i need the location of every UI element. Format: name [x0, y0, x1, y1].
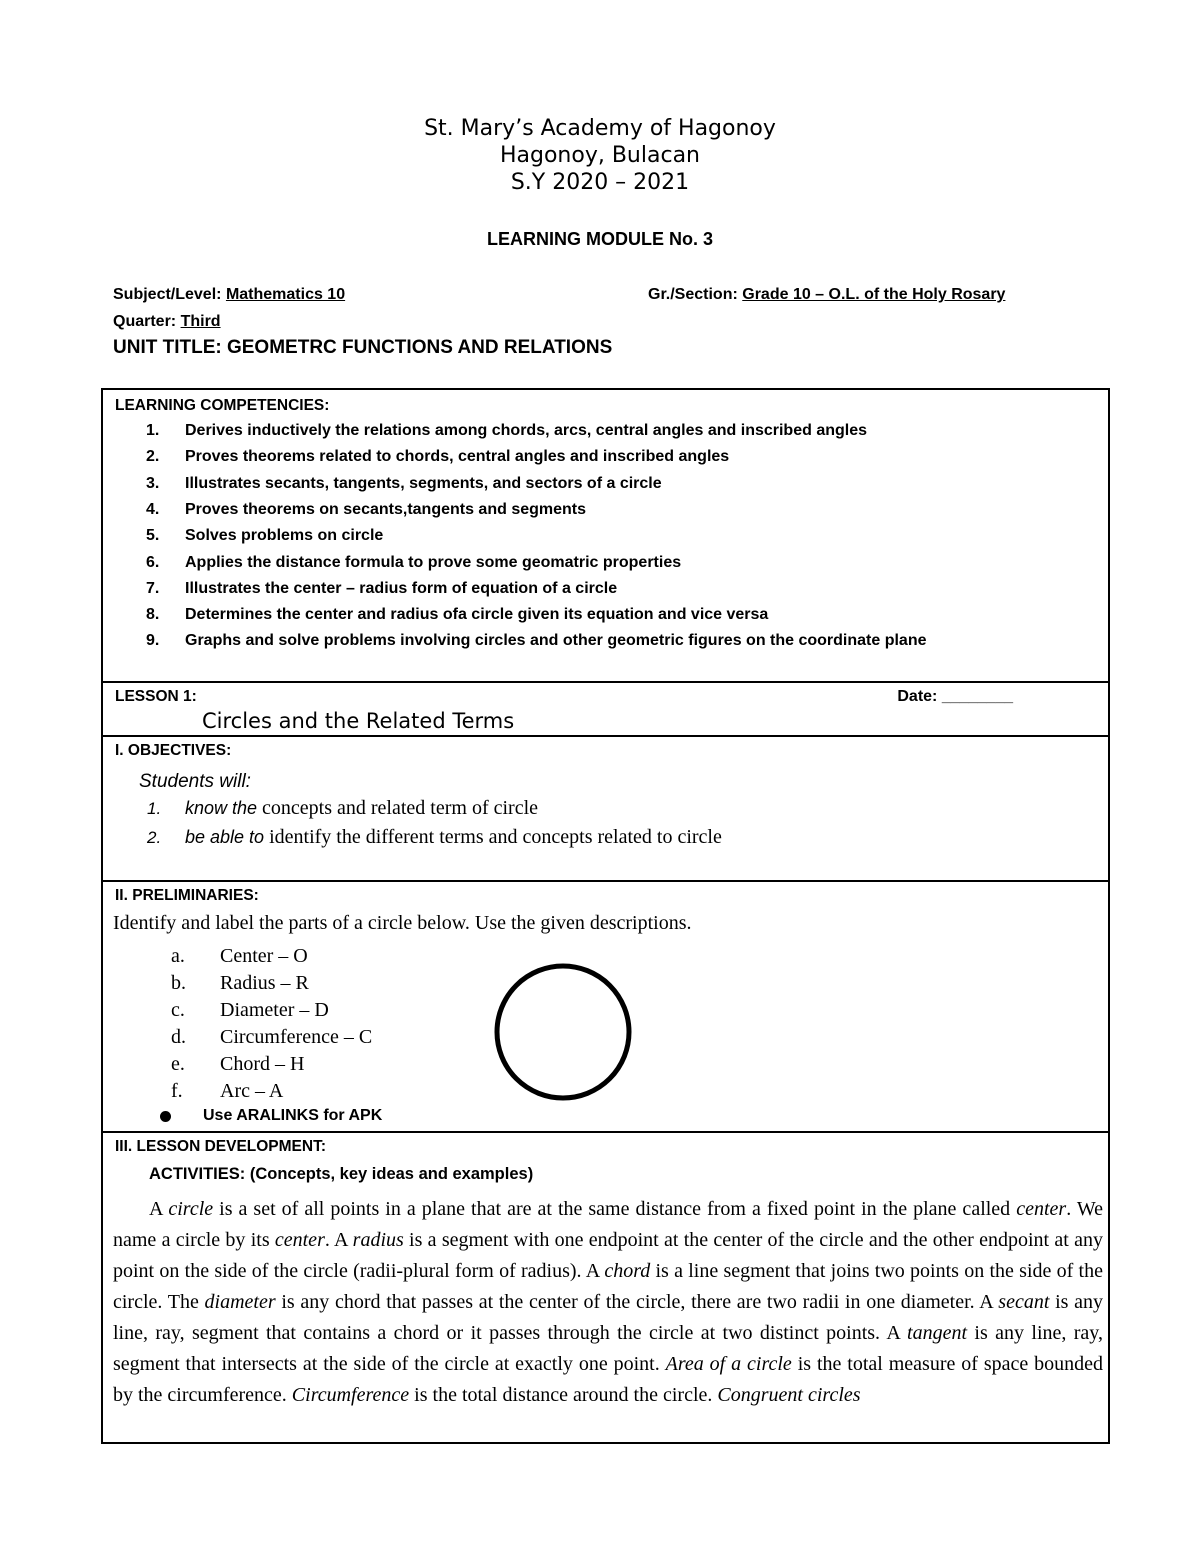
- circle-part-item: [171, 1080, 283, 1103]
- objective-item: [147, 797, 538, 820]
- section-value: Grade 10 – O.L. of the Holy Rosary: [742, 286, 1006, 303]
- objective-lead: be able to: [185, 827, 265, 847]
- paragraph-text: is any chord that passes at the center of the circle, there are two radii in one diameter. A: [275, 1291, 999, 1313]
- lesson-section: [103, 683, 1108, 737]
- circle-part-item: [171, 1026, 372, 1049]
- competency-text: Graphs and solve problems involving circles and other geometric figures on the coordinate plane: [185, 632, 927, 650]
- circle-part-text: Chord – H: [220, 1053, 305, 1075]
- term-italic: circle: [168, 1198, 214, 1220]
- circle-part-letter: e.: [171, 1053, 185, 1075]
- term-italic: center: [1016, 1198, 1067, 1220]
- paragraph-text: is a line segment that joins two points on the side of the circle. The: [113, 1260, 1103, 1313]
- competency-text: Illustrates the center – radius form of equation of a circle: [185, 579, 618, 597]
- term-italic: diameter: [204, 1291, 276, 1313]
- lesson-title: Circles and the Related Terms: [202, 709, 515, 733]
- competency-item: [146, 606, 768, 624]
- circle-part-text: Radius – R: [220, 972, 309, 994]
- lesson-label: LESSON 1:: [115, 688, 197, 705]
- paragraph-text: is a segment with one endpoint at the center of the circle and the other endpoint at any point on the side of the circle (radii-plural form of radius). A: [113, 1229, 1103, 1282]
- competency-text: Illustrates secants, tangents, segments, and sectors of a circle: [185, 474, 662, 492]
- competency-item: [146, 448, 729, 466]
- term-italic: tangent: [907, 1322, 968, 1344]
- competency-number: 6.: [146, 553, 160, 571]
- circle-part-text: Circumference – C: [220, 1026, 373, 1048]
- circle-part-item: [171, 945, 308, 968]
- competency-item: [146, 501, 586, 519]
- quarter-value: Third: [180, 313, 221, 330]
- competency-text: Derives inductively the relations among chords, arcs, central angles and inscribed angles: [185, 422, 868, 439]
- circle-part-letter: b.: [171, 972, 186, 994]
- competency-number: 9.: [146, 632, 160, 650]
- circle-part-item: [171, 972, 309, 995]
- competency-item: [146, 475, 662, 493]
- term-italic: radius: [352, 1229, 404, 1251]
- concepts-paragraph: [113, 1194, 1103, 1411]
- circle-part-item: [171, 999, 329, 1022]
- objective-text: identify the different terms and concepts related to circle: [264, 826, 722, 848]
- activities-label: ACTIVITIES: (Concepts, key ideas and examples): [149, 1165, 534, 1183]
- paragraph-text: is the total measure of space bounded by the circumference.: [113, 1353, 1104, 1406]
- competency-number: 2.: [146, 448, 160, 466]
- objective-lead: know the: [185, 798, 258, 818]
- development-label: III. LESSON DEVELOPMENT:: [115, 1138, 326, 1155]
- circle-part-text: Center – O: [220, 945, 308, 967]
- bullet-icon: [160, 1111, 171, 1122]
- competency-item: [146, 422, 867, 440]
- apk-note: Use ARALINKS for APK: [203, 1107, 383, 1124]
- preliminaries-instructions: Identify and label the parts of a circle below. Use the given descriptions.: [113, 912, 692, 934]
- competency-number: 4.: [146, 500, 160, 518]
- circle-part-letter: f.: [171, 1080, 183, 1102]
- subject-value: Mathematics 10: [225, 286, 346, 303]
- date-field: Date: ________: [897, 688, 1013, 705]
- paragraph-text: . A: [324, 1229, 353, 1251]
- paragraph-text: A: [149, 1198, 169, 1220]
- circle-part-letter: c.: [171, 999, 185, 1021]
- competency-item: [146, 632, 927, 650]
- competencies-label: LEARNING COMPETENCIES:: [115, 397, 330, 414]
- development-section: [103, 1133, 1108, 1444]
- objective-number: 1.: [147, 799, 162, 818]
- subject-label: Subject/Level:: [113, 286, 222, 303]
- objectives-intro: Students will:: [139, 771, 251, 792]
- term-italic: Circumference: [291, 1384, 410, 1406]
- preliminaries-section: [103, 882, 1108, 1133]
- objective-text: concepts and related term of circle: [257, 797, 539, 819]
- module-title: LEARNING MODULE No. 3: [486, 229, 713, 249]
- paragraph-text: is any line, ray, segment that contains a chord or it passes through the circle at two distinct points. A: [113, 1291, 1104, 1344]
- circle-part-text: Arc – A: [220, 1080, 284, 1102]
- objectives-section: [103, 737, 1108, 882]
- paragraph-text: is the total distance around the circle.: [409, 1384, 718, 1406]
- circle-outline: [497, 966, 629, 1098]
- circle-part-item: [171, 1053, 304, 1076]
- section-label: Gr./Section:: [648, 286, 738, 303]
- grade-section: [648, 286, 1005, 304]
- competency-text: Determines the center and radius ofa circle given its equation and vice versa: [185, 606, 769, 624]
- competency-number: 8.: [146, 606, 160, 624]
- term-italic: center: [274, 1229, 325, 1251]
- module-table: [101, 388, 1110, 1444]
- competency-item: [146, 527, 383, 545]
- term-italic: Congruent circles: [717, 1384, 861, 1406]
- objective-number: 2.: [147, 828, 162, 847]
- school-name: St. Mary’s Academy of Hagonoy: [424, 116, 776, 141]
- competencies-section: [103, 390, 1108, 683]
- paragraph-text: . We name a circle by its: [113, 1198, 1103, 1251]
- circle-figure: [493, 962, 633, 1102]
- term-italic: secant: [998, 1291, 1050, 1313]
- circle-part-text: Diameter – D: [220, 999, 329, 1021]
- competency-text: Applies the distance formula to prove some geomatric properties: [185, 553, 682, 571]
- term-italic: chord: [604, 1260, 651, 1282]
- school-address: Hagonoy, Bulacan: [499, 143, 700, 168]
- unit-title: UNIT TITLE: GEOMETRC FUNCTIONS AND RELATIONS: [113, 337, 613, 358]
- competency-text: Proves theorems on secants,tangents and segments: [185, 500, 587, 518]
- quarter: [113, 313, 221, 331]
- competency-number: 1.: [146, 422, 160, 439]
- competency-text: Solves problems on circle: [185, 527, 384, 545]
- competency-text: Proves theorems related to chords, central angles and inscribed angles: [185, 448, 730, 466]
- competency-item: [146, 580, 617, 598]
- competency-number: 5.: [146, 527, 160, 545]
- paragraph-text: is any line, ray, segment that intersects at the side of the circle at exactly one point.: [113, 1322, 1103, 1375]
- objectives-label: I. OBJECTIVES:: [115, 742, 232, 759]
- competency-number: 7.: [146, 579, 160, 597]
- subject-level: [113, 286, 345, 304]
- preliminaries-label: II. PRELIMINARIES:: [115, 887, 259, 904]
- competency-item: [146, 554, 681, 572]
- quarter-label: Quarter:: [113, 313, 177, 330]
- objective-item: [147, 826, 722, 849]
- circle-part-letter: a.: [171, 945, 185, 967]
- term-italic: Area of a circle: [665, 1353, 792, 1375]
- circle-part-letter: d.: [171, 1026, 186, 1048]
- school-year: S.Y 2020 – 2021: [510, 170, 690, 195]
- paragraph-text: is a set of all points in a plane that are at the same distance from a fixed point in the plane called: [213, 1198, 1017, 1220]
- competency-number: 3.: [146, 474, 160, 492]
